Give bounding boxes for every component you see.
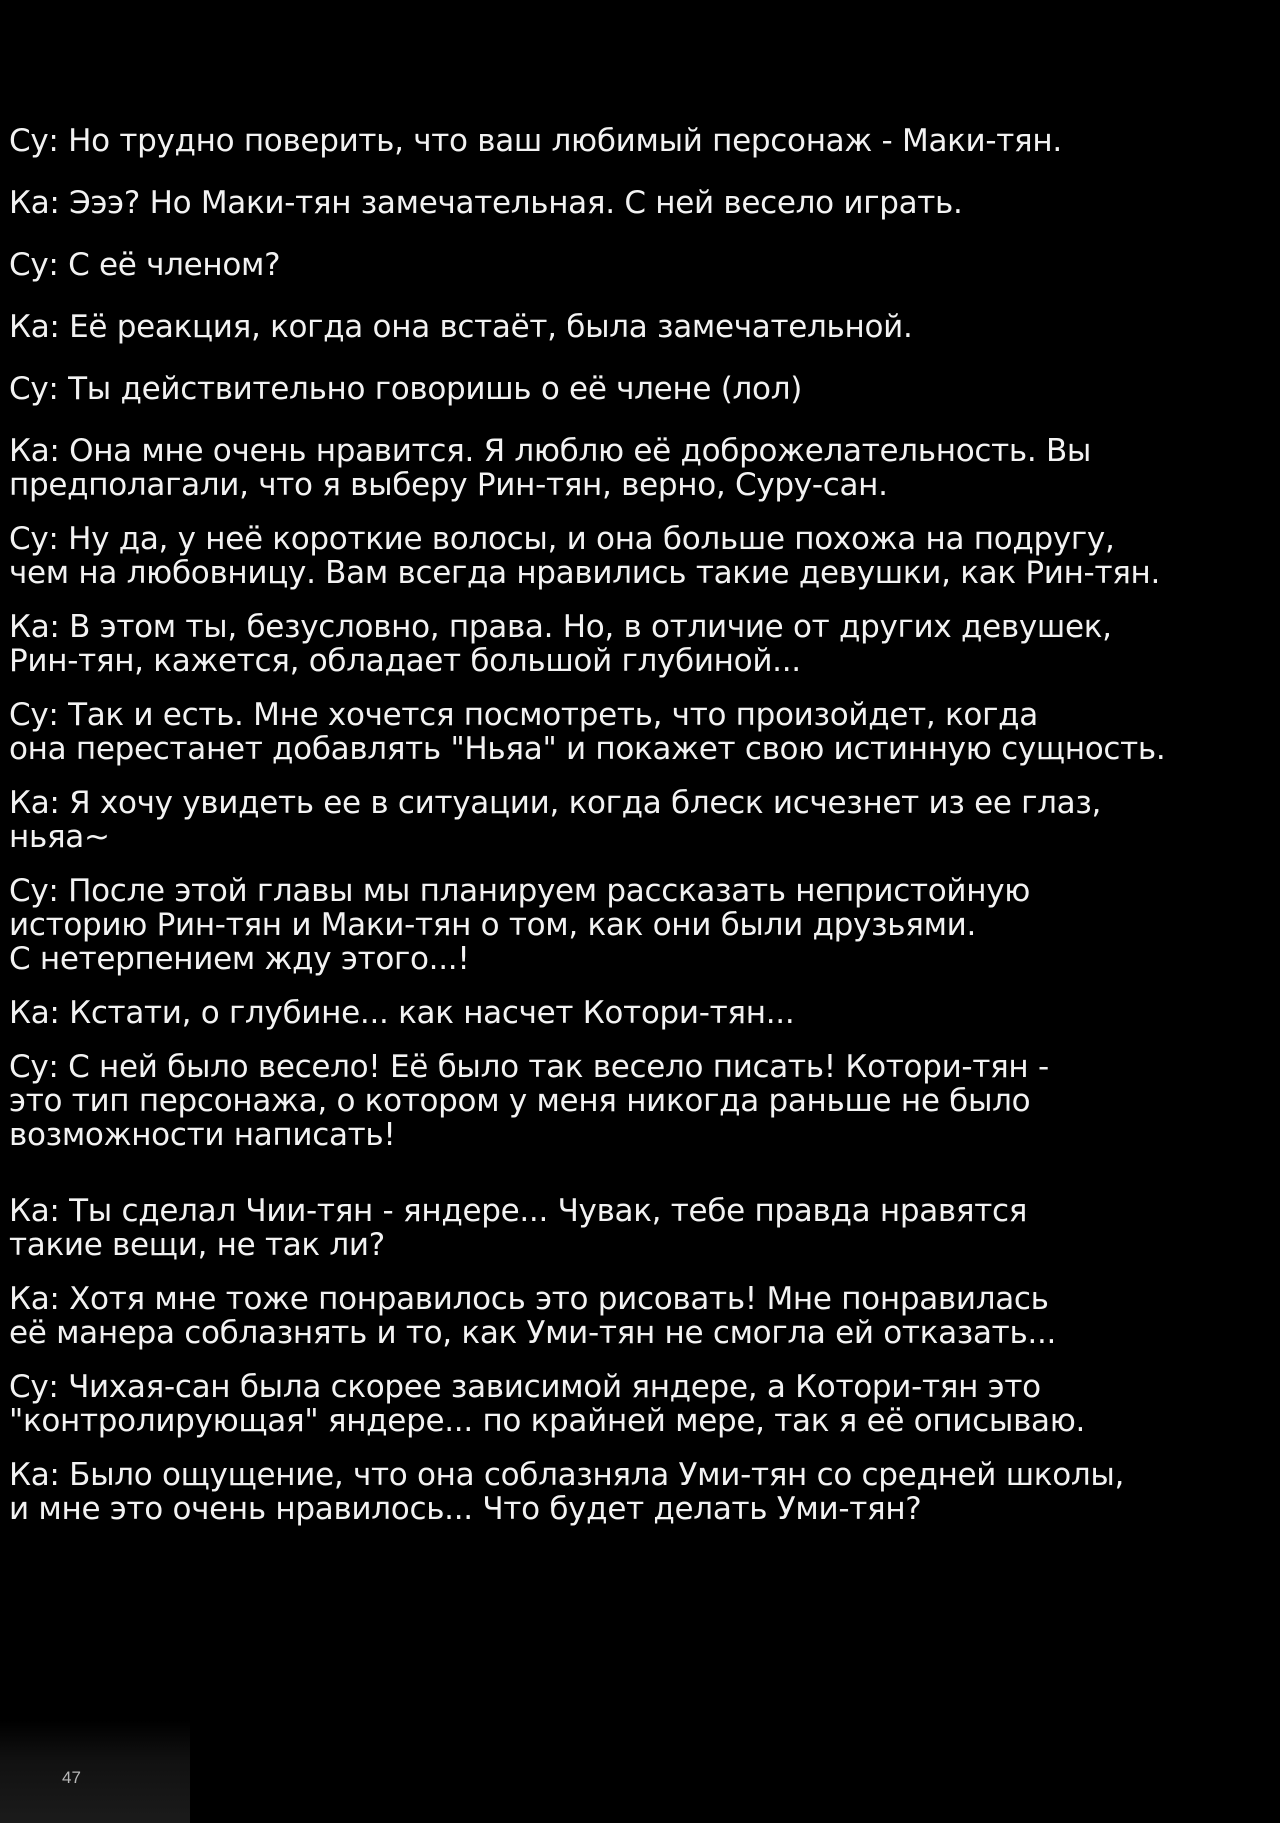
dialogue-line: Су: Но трудно поверить, что ваш любимый персонаж - Маки-тян. [9, 123, 1062, 159]
dialogue-line: Ка: Было ощущение, что она соблазняла Уми-тян со средней школы, и мне это очень нравилось... Что будет делать Уми-тян? [9, 1457, 1125, 1527]
footer-corner-shade [0, 1720, 190, 1823]
dialogue-line: Ка: Ты сделал Чии-тян - яндере... Чувак, тебе правда нравятся такие вещи, не так ли? [9, 1193, 1028, 1263]
dialogue-line: Су: Ну да, у неё короткие волосы, и она больше похожа на подругу, чем на любовницу. Вам всегда нравились такие девушки, как Рин-тян. [9, 521, 1161, 591]
dialogue-line: Ка: Я хочу увидеть ее в ситуации, когда блеск исчезнет из ее глаз, ньяа~ [9, 785, 1102, 855]
dialogue-line: Су: Ты действительно говоришь о её члене (лол) [9, 371, 803, 407]
dialogue-line: Су: После этой главы мы планируем рассказать непристойную историю Рин-тян и Маки-тян о том, как они были друзьями. С нетерпением жду этого...! [9, 873, 1031, 977]
page-number: 47 [62, 1768, 81, 1787]
dialogue-line: Ка: Эээ? Но Маки-тян замечательная. С ней весело играть. [9, 185, 963, 221]
dialogue-line: Су: С её членом? [9, 247, 281, 283]
dialogue-line: Су: С ней было весело! Её было так весело писать! Котори-тян - это тип персонажа, о котором у меня никогда раньше не было возможности написать! [9, 1049, 1049, 1153]
dialogue-line: Ка: Кстати, о глубине... как насчет Котори-тян... [9, 995, 795, 1031]
dialogue-line: Ка: Хотя мне тоже понравилось это рисовать! Мне понравилась её манера соблазнять и то, как Уми-тян не смогла ей отказать... [9, 1281, 1057, 1351]
dialogue-line: Су: Чихая-сан была скорее зависимой яндере, а Котори-тян это "контролирующая" яндере... по крайней мере, так я её описываю. [9, 1369, 1086, 1439]
dialogue-line: Ка: Её реакция, когда она встаёт, была замечательной. [9, 309, 913, 345]
dialogue-line: Ка: Она мне очень нравится. Я люблю её доброжелательность. Вы предполагали, что я выберу Рин-тян, верно, Суру-сан. [9, 433, 1092, 503]
dialogue-line: Су: Так и есть. Мне хочется посмотреть, что произойдет, когда она перестанет добавлять "Ньяа" и покажет свою истинную сущность. [9, 697, 1166, 767]
dialogue-block [9, 124, 1271, 1546]
dialogue-line: Ка: В этом ты, безусловно, права. Но, в отличие от других девушек, Рин-тян, кажется, обладает большой глубиной... [9, 609, 1112, 679]
